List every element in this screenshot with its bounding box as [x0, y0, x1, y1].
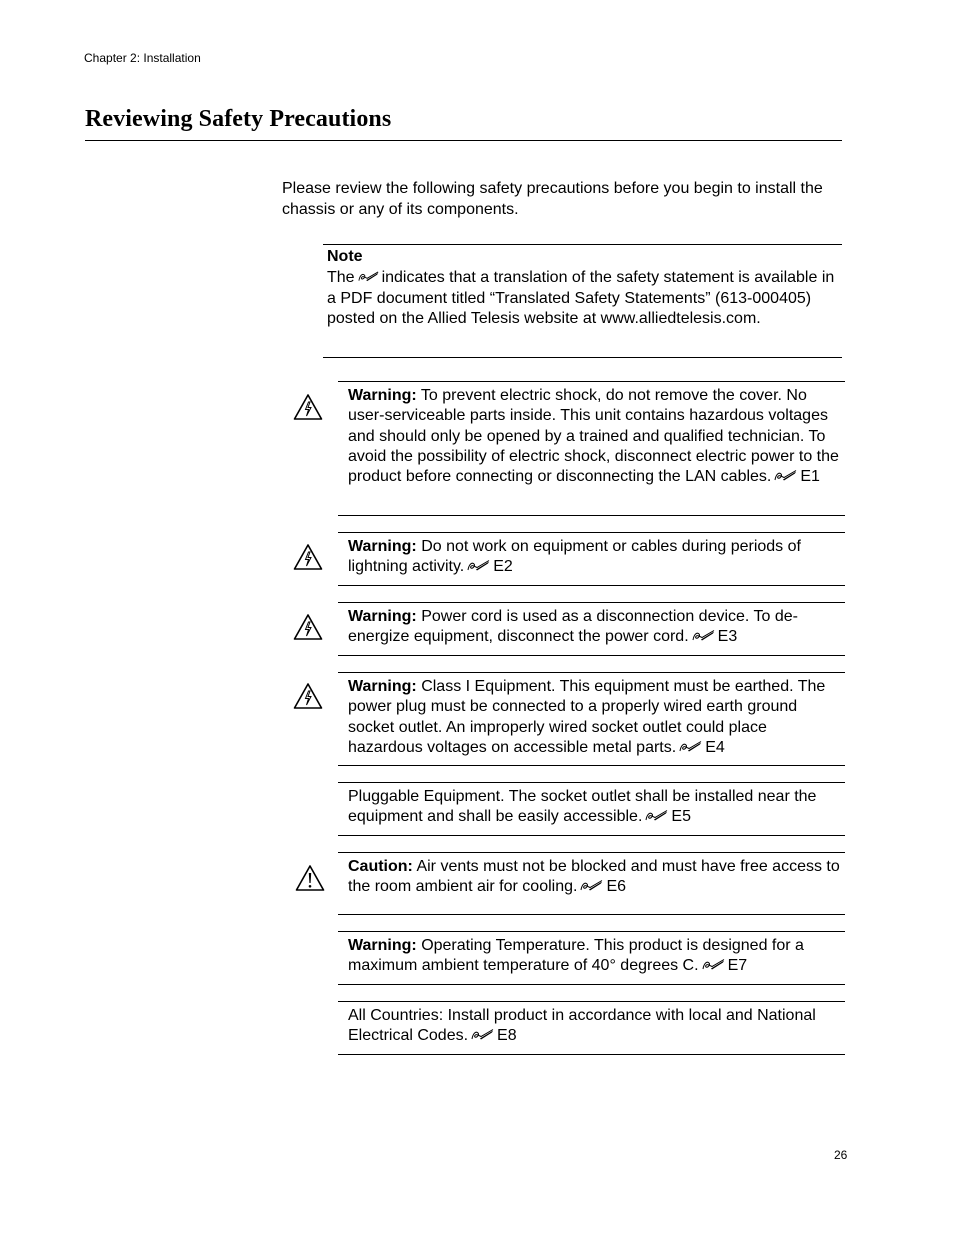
page-title: Reviewing Safety Precautions	[85, 106, 392, 132]
statement-label: Warning:	[348, 608, 417, 625]
electrical-hazard-icon	[293, 393, 323, 421]
translation-pen-icon	[471, 1028, 495, 1041]
statement-text	[348, 1006, 842, 1047]
translation-pen-icon	[679, 740, 703, 753]
statement-body: Air vents must not be blocked and must have free access to the room ambient air for cooling.	[348, 858, 840, 896]
electrical-hazard-icon	[293, 682, 323, 710]
page-number: 26	[834, 1148, 848, 1162]
statement-code: E3	[717, 628, 738, 646]
statement-code: E4	[705, 738, 725, 756]
translation-pen-icon	[774, 469, 798, 482]
statement-body: All Countries: Install product in accordance with local and National Electrical Codes.	[348, 1007, 816, 1045]
statement-code: E1	[800, 468, 820, 486]
translation-pen-icon	[467, 559, 491, 572]
title-rule	[85, 140, 842, 141]
note-text	[327, 268, 839, 330]
statement-label: Warning:	[348, 937, 417, 954]
statement-label: Warning:	[348, 387, 417, 404]
translation-pen-icon	[645, 809, 669, 822]
electrical-hazard-icon	[293, 543, 323, 571]
translation-pen-icon	[358, 270, 380, 283]
note-text-before: The	[327, 269, 355, 286]
translation-pen-icon	[580, 879, 604, 892]
note-box	[323, 244, 842, 358]
caution-exclamation-icon	[295, 864, 325, 892]
statement-body: Class I Equipment. This equipment must be earthed. The power plug must be connected to a properly wired earth ground socket outlet. An improperly wired socket outlet could place hazardous voltages on accessible metal parts.	[348, 678, 826, 756]
safety-statement	[338, 672, 845, 766]
safety-statement	[338, 852, 845, 915]
translation-pen-icon	[702, 958, 726, 971]
statement-code: E5	[671, 808, 691, 826]
statement-text	[348, 787, 842, 828]
statement-code: E6	[606, 878, 627, 896]
note-heading: Note	[327, 248, 363, 265]
statement-code: E7	[727, 957, 748, 975]
electrical-hazard-icon	[293, 613, 323, 641]
running-head: Chapter 2: Installation	[84, 51, 201, 65]
statement-text	[348, 857, 842, 898]
statement-label: Warning:	[348, 538, 417, 555]
statement-text	[348, 936, 842, 977]
translation-pen-icon	[692, 629, 716, 642]
statement-body: To prevent electric shock, do not remove the cover. No user-serviceable parts inside. This unit contains hazardous voltages and should only be opened by a trained and qualified technician. To avoid the possibility of electric shock, disconnect electric power to the product before connecting or disconnecting the LAN cables.	[348, 387, 839, 486]
safety-statement	[338, 532, 845, 586]
safety-statement	[338, 602, 845, 656]
statement-text	[348, 386, 842, 487]
safety-statement	[338, 381, 845, 516]
safety-statement	[338, 1001, 845, 1055]
statement-label: Caution:	[348, 858, 413, 875]
statement-text	[348, 607, 842, 648]
statement-text	[348, 537, 842, 578]
note-text-after: indicates that a translation of the safety statement is available in a PDF document titled “Translated Safety Statements” (613-000405) posted on the Allied Telesis website at www.alliedtelesis.com.	[327, 269, 835, 327]
statement-label: Warning:	[348, 678, 417, 695]
statement-body: Operating Temperature. This product is designed for a maximum ambient temperature of 40° degrees C.	[348, 937, 804, 975]
statement-body: Do not work on equipment or cables during periods of lightning activity.	[348, 538, 801, 576]
safety-statement	[338, 931, 845, 985]
statement-code: E2	[493, 558, 513, 576]
statement-code: E8	[497, 1027, 517, 1045]
intro-paragraph: Please review the following safety precautions before you begin to install the chassis or any of its components.	[282, 180, 823, 218]
statement-body: Power cord is used as a disconnection device. To de-energize equipment, disconnect the power cord.	[348, 608, 798, 646]
statement-text	[348, 677, 842, 758]
statement-body: Pluggable Equipment. The socket outlet shall be installed near the equipment and shall be easily accessible.	[348, 788, 817, 826]
safety-statement	[338, 782, 845, 836]
